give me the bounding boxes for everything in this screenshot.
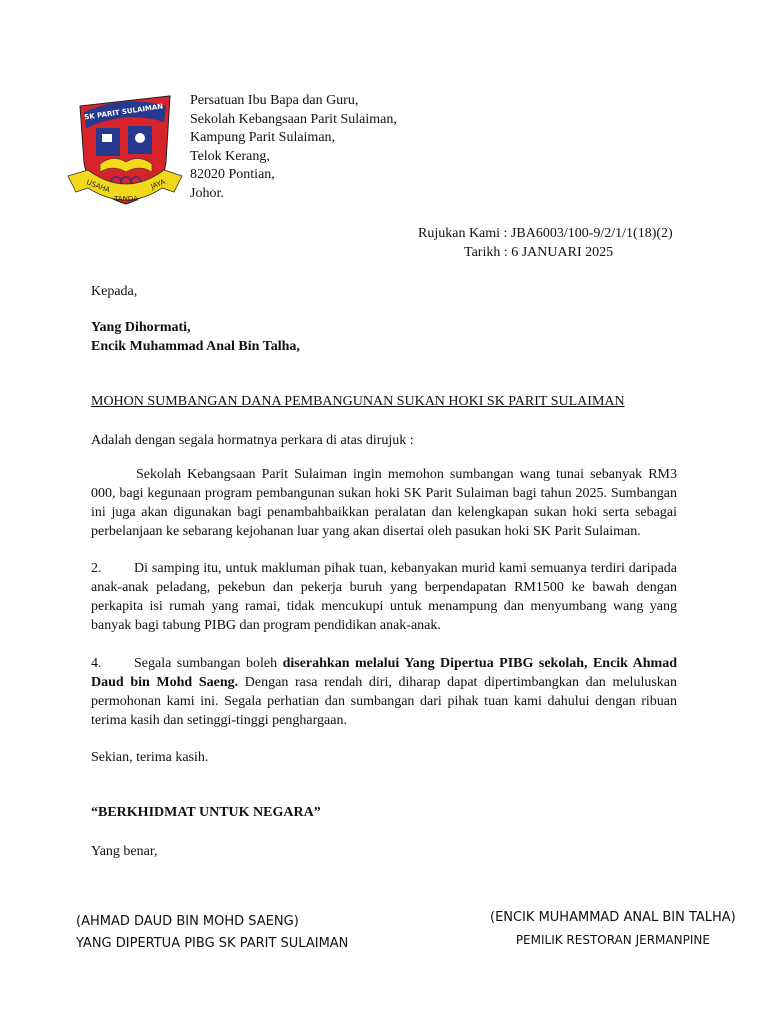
reference-block: [418, 224, 718, 262]
paragraph-2-text: Di samping itu, untuk makluman pihak tuan, kebanyakan murid kami semuanya terdiri daripada anak-anak peladang, pekebun dan pekerja buruh yang berpendapatan RM1500 ke bawah dengan perkapita isi rumah yang ramai, tidak mencukupi untuk menampung dan menyumbang wang yang banyak bagi tabung PIBG dan program pendidikan anak-anak.: [91, 561, 677, 633]
recipient-label: Kepada,: [91, 284, 138, 299]
opening-line: Adalah dengan segala hormatnya perkara di atas dirujuk :: [91, 433, 414, 448]
signatory-name: (AHMAD DAUD BIN MOHD SAENG): [76, 914, 299, 929]
reference-number: Rujukan Kami : JBA6003/100-9/2/1/1(18)(2): [418, 226, 673, 241]
paragraph-3-text-b: Dengan rasa rendah diri, diharap dapat dipertimbangkan dan meluluskan permohonan kami ini. Segala perhatian dan sumbangan dari pihak tuan kami dahului dengan ribuan terima kasih dan setinggi-tinggi penghargaan.: [91, 675, 677, 728]
logo-ribbon-text-1: USAHA: [85, 178, 112, 195]
logo-ribbon-text-2: TANDA: [114, 195, 138, 203]
recipient-name: Encik Muhammad Anal Bin Talha,: [91, 339, 300, 354]
paragraph-1-text: Sekolah Kebangsaan Parit Sulaiman ingin memohon sumbangan wang tunai sebanyak RM3 000, bagi kegunaan program pembangunan sukan hoki SK Parit Sulaiman bagi tahun 2025. Sumbangan ini juga akan digunakan bagi penambahbaikkan peralatan dan kelengkapan sukan hoki serta sebagai perbelanjaan ke sebarang kejohanan luar yang akan disertai oleh pasukan hoki SK Parit Sulaiman.: [91, 467, 677, 539]
school-logo: [66, 92, 184, 214]
address-line: Telok Kerang,: [190, 148, 270, 164]
paragraph-number: 4.: [91, 656, 102, 671]
logo-ribbon-text-3: JAYA: [149, 177, 167, 191]
closing-line: Sekian, terima kasih.: [91, 750, 209, 765]
address-line: Sekolah Kebangsaan Parit Sulaiman,: [190, 111, 397, 127]
paragraph-2: [91, 559, 677, 635]
paragraph-3: [91, 654, 677, 730]
logo-text: SK PARIT SULAIMAN: [83, 102, 164, 122]
signature-right: [490, 907, 736, 951]
sender-address: [190, 92, 450, 204]
letter-date: Tarikh : 6 JANUARI 2025: [464, 245, 614, 260]
paragraph-number: 2.: [91, 561, 102, 576]
signatory-name: (ENCIK MUHAMMAD ANAL BIN TALHA): [490, 910, 736, 925]
address-line: Johor.: [190, 185, 224, 201]
address-line: Persatuan Ibu Bapa dan Guru,: [190, 93, 359, 108]
address-line: 82020 Pontian,: [190, 167, 275, 183]
signatory-title: PEMILIK RESTORAN JERMANPINE: [515, 933, 710, 947]
sign-off: Yang benar,: [91, 844, 158, 859]
paragraph-3-text-a: Segala sumbangan boleh: [134, 656, 283, 671]
signature-left: [76, 911, 348, 955]
letter-subject: MOHON SUMBANGAN DANA PEMBANGUNAN SUKAN HOKI SK PARIT SULAIMAN: [91, 394, 625, 409]
paragraph-1: [91, 465, 677, 541]
motto: “BERKHIDMAT UNTUK NEGARA”: [91, 805, 321, 820]
salutation-line: Yang Dihormati,: [91, 320, 191, 335]
signatory-title: YANG DIPERTUA PIBG SK PARIT SULAIMAN: [76, 936, 349, 951]
recipient-salutation: [91, 318, 300, 356]
address-line: Kampung Parit Sulaiman,: [190, 130, 336, 146]
paragraph-3-bold: diserahkan melalui Yang Dipertua PIBG sekolah, Encik Ahmad Daud bin Mohd Saeng.: [91, 656, 678, 690]
